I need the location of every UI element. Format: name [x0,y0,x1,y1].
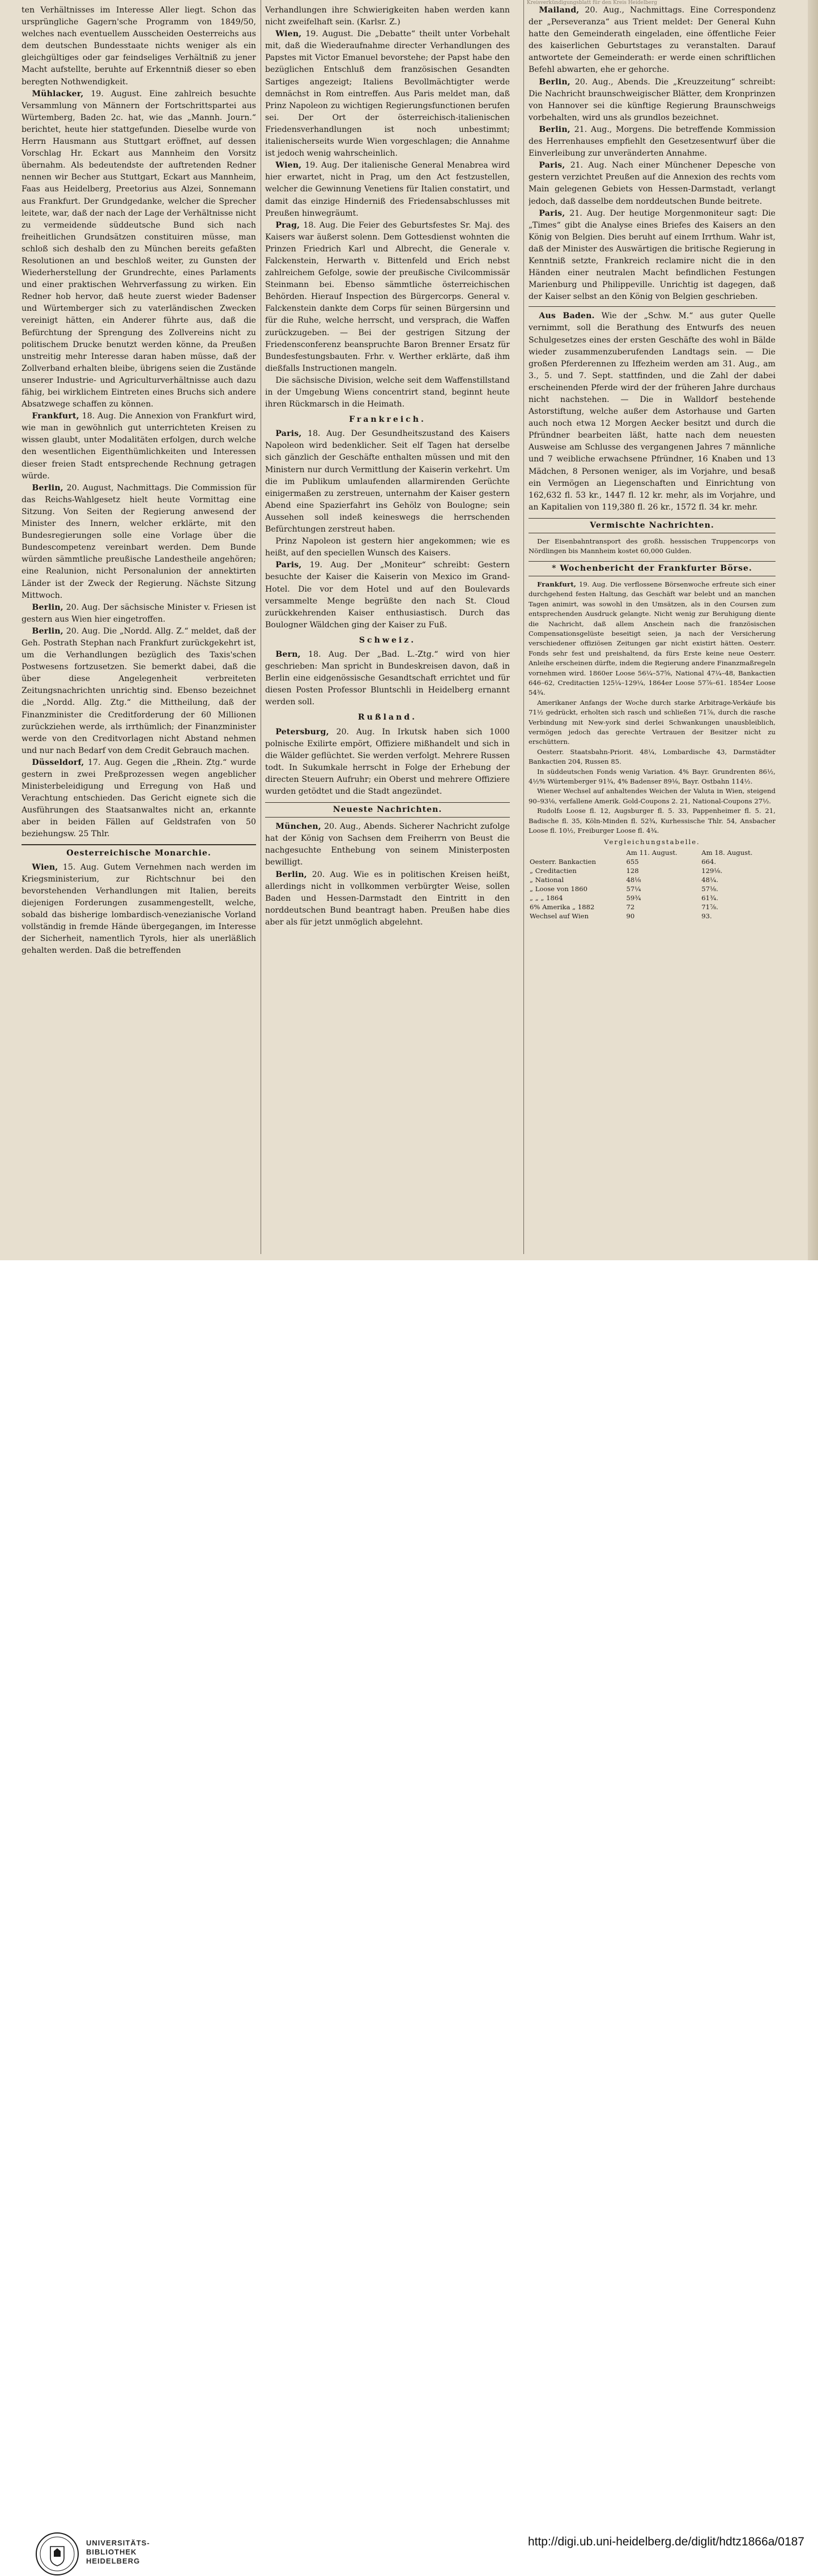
article-text: 15. Aug. Gutem Vernehmen nach werden im Kriegsministerium, zur Richtschnur bei den bevorstehenden Verhandlungen mit Italien, bereits diejenigen Forderungen zusammengestellt, welche, sobald das bisherige lombardisch-venezianische Vorland vollständig in fremde Hände übergegangen, im Interesse der Sicherheit, namentlich Tyrols, hier als unerläßlich gehalten werden. Daß die betreffenden [22,862,256,956]
dateline: Mailand, [539,6,580,15]
table-cell: 48⅛ [626,875,641,884]
section-heading-boersenbericht: * Wochenbericht der Frankfurter Börse. [529,561,776,576]
section-heading-schweiz: Schweiz. [359,635,416,645]
dateline: Petersburg, [275,727,329,737]
library-name-line: HEIDELBERG [86,2557,140,2565]
viewer-footer [0,1260,818,2565]
article-paris-2 [265,559,510,631]
article-paris-4 [529,208,776,303]
article-wien-3 [265,160,510,219]
article-text: 19. August. Eine zahlreich besuchte Versammlung von Männern der Fortschrittspartei aus Würtemberg, Baden 2c. hat, wie das „Mannh. Journ.“ berichtet, heute hier stattgefunden. Dieselbe wurde von Herrn Hausmann aus Stuttgart eröffnet, auf dessen Vorschlag Hr. Eckart aus Mannheim den Vorsitz übernahm. Als bedeutendste der auftretenden Redner nennen wir Becher aus Stuttgart, Eckart aus Mannheim, Faas aus Heidelberg, Preetorius aus Alzei, Sonnemann aus Frankfurt. Der Grundgedanke, welcher die Sprecher leitete, war, daß der nach der Lage der Verhältnisse nicht zu vermeidende süddeutsche Bund sich nach freiheitlichen Grundsätzen constituiren müsse, man schloß sich deshalb den zu München bereits gefaßten Resolutionen an und beschloß weiter, zu Gunsten der Wiederherstellung der Grundrechte, eines Parlaments und einer praktischen Wehrverfassung zu wirken. Ein Redner hob hervor, daß heute zuerst wieder Badenser und Würtemberger sich zu vaterländischen Zwecken vereinigt hätten, ein Anderer führte aus, daß die Befürchtung der Sprengung des Zollvereins nicht zu politischem Drucke benutzt werden könne, da Preußen unstreitig mehr Interesse daran haben müsse, daß der Zollverband erhalten bleibe, übrigens seien die Zustände unserer Industrie- und Agriculturverhältnisse auch dazu fähig, bei wirklichem Eintreten eines Bruchs sich andere Absatzwege schaffen zu können. [22,89,256,409]
table-cell: 57⅛. [701,884,718,893]
article-text: 18. Aug. Die Annexion von Frankfurt wird, wie man in gewöhnlich gut unterrichteten Kreisen zu wissen glaubt, unter Modalitäten erfolgen, durch welche den wesentlichen Eigenthümlichkeiten und Interessen dieser freien Stadt entsprechende Rechnung getragen würde. [22,412,256,481]
dateline: Aus Baden. [539,311,595,321]
table-cell: 72 [626,902,635,911]
article-muenchen [265,821,510,868]
dateline: Prag, [275,220,300,230]
article-text: 19. August. Die „Debatte“ theilt unter Vorbehalt mit, daß die Wiederaufnahme directer Verhandlungen des Papstes mit Victor Emanuel bevorstehe; der Papst habe den bezüglichen Entschluß dem französischen Gesandten Sartiges angezeigt; Italiens Bevollmächtigter werde demnächst in Rom eintreffen. Aus Paris meldet man, daß Prinz Napoleon zu wichtigen Regierungsfunctionen berufen sei. Der Ort der österreichisch-italienischen Friedensverhandlungen ist noch unbestimmt; italienischerseits wurde Wien vorgeschlagen; die Annahme ist jedoch wenig wahrscheinlich. [265,29,510,159]
dateline: Berlin, [275,870,307,879]
article-berlin-5 [529,76,776,124]
dateline: Paris, [275,560,302,570]
article-text: 18. Aug. Die Feier des Geburtsfestes Sr. Maj. des Kaisers war äußerst solenn. Dem Gottesdienst wohnten die Prinzen Friedrich Karl und Albrecht, die Generale v. Falckenstein, Herwarth v. Bittenfeld und Erich nebst zahlreichem Gefolge, sowie der preußische Civilcommissär Steinmann bei. Ebenso sämmtliche österreichischen Behörden. Hierauf Inspection des Bürgercorps. General v. Falckenstein dankte dem Corps für seinen Bürgersinn und für die Ruhe, welche herrscht, und versprach, die Waffen zurückzugeben. — Bei der gestrigen Sitzung der Friedensconferenz beanspruchte Baron Brenner Ersatz für Bundesfestungsbauten. Frhr. v. Werther erklärte, daß ihm dießfalls Instructionen mangeln. [265,220,510,373]
article-petersburg [265,726,510,798]
article-text: 18. Aug. Der Gesundheitszustand des Kaisers Napoleon wird bedenklicher. Seit elf Tagen hat derselbe sich gänzlich der Geschäfte enthalten müssen und mit den Ministern nur durch Vermittlung der Kaiserin verkehrt. Um die im Publikum umlaufenden allarmirenden Gerüchte einigermaßen zu zerstreuen, unternahm der Kaiser gestern Abend eine Spazierfahrt ins Gehölz von Boulogne; sein Aussehen soll indeß keineswegs die herrschenden Befürchtungen zerstreut haben. [265,429,510,534]
article-berlin-2 [22,602,256,626]
article-paragraph: Amerikaner Anfangs der Woche durch starke Arbitrage-Verkäufe bis 71½ gedrückt, erholten sich rasch und schließen 71⅞, durch die rasche Verbindung mit New-york sind derlei Schwankungen unausbleiblich, vermögen jedoch das gerechte Vertrauen der Besitzer nicht zu erschüttern. [529,698,776,746]
table-cell: 93. [701,912,712,920]
article-aus-baden [529,310,776,514]
article-duesseldorf [22,757,256,841]
table-cell: 61¾. [701,893,718,902]
table-cell: 129⅛. [701,866,723,875]
article-prag [265,220,510,375]
article-berlin-1 [22,482,256,602]
source-url-link[interactable]: http://digi.ub.uni-heidelberg.de/diglit/hdtz1866a/0187 [527,2535,804,2548]
table-cell: 59¾ [626,893,641,902]
article-text: 18. Aug. Der „Bad. L.-Ztg.“ wird von hier geschrieben: Man spricht in Bundeskreisen davon, daß in Berlin eine eidgenössische Gesandtschaft errichtet und für diesen Posten Professor Bluntschli in Heidelberg ernannt werden soll. [265,649,510,707]
table-header-row [529,848,776,857]
table-cell: 6% Amerika „ 1882 [530,902,595,911]
divider [529,306,776,307]
article-text: 19. Aug. Der „Moniteur“ schreibt: Gestern besuchte der Kaiser die Kaiserin von Mexico im Grand-Hotel. Die vor dem Hotel und auf den Boulevards versammelte Menge begrüßte den nach St. Cloud zurückkehrenden Kaiser enthusiastisch. Durch das Boulogner Wäldchen ging der Kaiser zu Fuß. [265,560,510,630]
table-header-cell: Am 11. August. [626,848,678,857]
table-cell: „ Creditactien [530,866,577,875]
university-seal-icon [35,2532,79,2576]
table-header-cell [529,848,625,857]
article-text: 20. Aug. In Irkutsk haben sich 1000 polnische Exilirte empört, Offiziere mißhandelt und sich in die Wälder geflüchtet. Sie werden verfolgt. Mehrere Russen todt. In Sukumkale herrscht in Folge der Erhebung der directen Steuern Aufruhr; ein Oberst und mehrere Offiziere wurden getödtet und die Stadt angezündet. [265,727,510,796]
column-right [529,5,776,1253]
dateline: Düsseldorf, [32,758,84,767]
dateline: Berlin, [32,602,63,612]
dateline: Bern, [275,649,301,659]
table-row [529,884,776,893]
dateline: Frankfurt, [32,412,79,421]
dateline: Wien, [275,161,302,170]
library-name-line: UNIVERSITÄTS- [86,2539,150,2547]
article-wien-2 [265,28,510,160]
article-paragraph: ten Verhältnisses im Interesse Aller liegt. Schon das ursprüngliche Gagern'sche Programm von 1849/50, welches nach eventuellem Ausscheiden Oesterreichs aus dem deutschen Bundesstaate nichts weniger als ein gleichgültiges oder gar feindseliges Verhältniß zu jener Macht aufstellte, beruhte auf Erkenntniß dieser so eben beregten Nothwendigkeit. [22,6,256,87]
table-title: Vergleichungstabelle. [604,837,700,846]
dateline: Berlin, [539,125,570,134]
dateline: Berlin, [32,483,63,493]
dateline: Paris, [539,161,565,170]
dateline: München, [275,822,321,832]
table-row [529,875,776,884]
section-heading-vermischte-nachrichten: Vermischte Nachrichten. [529,518,776,533]
comparison-table [529,848,776,921]
table-row [529,912,776,921]
article-paragraph: Der Eisenbahntransport des großh. hessischen Truppencorps von Nördlingen bis Mannheim kostet 60,000 Gulden. [529,537,776,555]
article-text: 20. Aug., Nachmittags. Eine Correspondenz der „Perseveranza“ aus Trient meldet: Der General Kuhn hatte den Gemeinderath eingeladen, eine öffentliche Feier des kaiserlichen Geburtstages zu veranstalten. Darauf antwortete der Gemeinderath: er werde einen schriftlichen Befehl abwarten, ehe er gehorche. [529,6,776,75]
article-muehlacker [22,88,256,411]
dateline: Berlin, [32,626,63,636]
article-text: 21. Aug. Der heutige Morgenmoniteur sagt: Die „Times“ gibt die Analyse eines Briefes des Kaisers an den König von Belgien. Dies beruht auf einem Irrthum. Wahr ist, daß der Minister des Auswärtigen die britische Regierung in Kenntniß setzte, Frankreich reclamire nicht die in den Händen einer neutralen Macht befindlichen Festungen Marienburg und Philippeville. Unrichtig ist dagegen, daß der Kaiser selbst an den König von Belgien geschrieben. [529,208,776,302]
scanned-newspaper-page [0,0,818,1260]
article-text: 20. Aug., Abends. Die „Kreuzzeitung“ schreibt: Die Nachricht braunschweigischer Blätter, dem Kronprinzen von Hannover sei die künftige Regierung Braunschweigs vorbehalten, wird uns als grundlos bezeichnet. [529,77,776,122]
dateline: Wien, [32,862,58,872]
article-text: 21. Aug. Nach einer Münchener Depesche von gestern verzichtet Preußen auf die Annexion des rechts vom Main gelegenen Gebiets von Hessen-Darmstadt, verlangt jedoch, daß dasselbe dem norddeutschen Bunde beitrete. [529,161,776,206]
page-edge [808,0,818,1260]
article-paragraph: Oesterr. Staatsbahn-Priorit. 48¼, Lombardische 43, Darmstädter Bankactien 204, Russen 85. [529,747,776,766]
article-berlin-6 [529,124,776,160]
article-frankfurt [22,410,256,482]
table-row [529,902,776,912]
article-text: 21. Aug., Morgens. Die betreffende Kommission des Herrenhauses empfiehlt den Gesetzesentwurf über die Einverleibung zur unveränderten Annahme. [529,125,776,159]
article-paragraph: Prinz Napoleon ist gestern hier angekommen; wie es heißt, auf den speciellen Wunsch des Kaisers. [265,537,510,558]
article-text: 19. Aug. Der italienische General Menabrea wird hier erwartet, nicht in Prag, um den Act festzustellen, welcher die Gewinnung Venetiens für Italien constatirt, und damit das einzige Hinderniß des Friedensabschlusses mit Preußen hinwegräumt. [265,161,510,218]
dateline: Berlin, [539,77,570,87]
table-cell: „ Loose von 1860 [530,884,588,893]
article-paragraph: Rudolfs Loose fl. 12, Augsburger fl. 5. 33, Pappenheimer fl. 5. 21, Badische fl. 35, Köln-Minden fl. 52¾, Kurhessische Thlr. 54, Ansbacher Loose fl. 10½, Freiburger Loose fl. 4¾. [529,807,776,835]
column-middle [265,5,510,1253]
article-berlin-3 [22,626,256,757]
table-cell: Oesterr. Bankactien [530,857,597,866]
dateline: Mühlacker, [32,89,84,99]
table-cell: 128 [626,866,639,875]
library-name-line: BIBLIOTHEK [86,2548,137,2556]
table-cell: „ National [530,875,564,884]
article-paragraph: Die sächsische Division, welche seit dem Waffenstillstand in der Umgebung Wiens concentrirt stand, beginnt heute ihren Rückmarsch in die Heimath. [265,375,510,409]
article-text: 17. Aug. Gegen die „Rhein. Ztg.“ wurde gestern in zwei Preßprozessen wegen angeblicher Ministerbeleidigung und Erregung von Haß und Verachtung entschieden. Das Gericht eignete sich die Ausführungen des Staatsanwaltes nicht an, erkannte aber in beiden Fällen auf Geldstrafen von 50 beziehungsw. 25 Thlr. [22,758,256,839]
table-cell: 90 [626,912,635,920]
article-mailand [529,5,776,76]
table-cell: Wechsel auf Wien [530,912,589,920]
article-paris-1 [265,428,510,536]
article-text: 20. Aug. Wie es in politischen Kreisen heißt, allerdings nicht in vollkommen verbürgter Weise, sollen Baden und Hessen-Darmstadt den Eintritt in den norddeutschen Bund beantragt haben. Preußen habe dies aber als für jetzt unmöglich abgelehnt. [265,870,510,927]
article-berlin-4 [265,869,510,928]
article-text: 19. Aug. Die verflossene Börsenwoche erfreute sich einer durchgehend festen Haltung, das Geschäft war belebt und an manchen Tagen animirt, was sowohl in den Umsätzen, als in den Coursen zum entsprechenden Ausdruck gelangte. Nicht wenig zur Beruhigung diente die Nachricht, daß allem Anschein nach die französischen Compensationsgelüste beseitigt seien, ja nach der Versicherung verschiedener offiziösen Zeitungen gar nicht existirt hätten. Oesterr. Fonds sehr fest und preishaltend, da fürs Erste keine neue Oesterr. Anleihe erscheinen dürfte, indem die Regierung andere Finanzmaßregeln vornehmen wird. 1860er Loose 56¼–57⅝, National 47¼–48, Bankactien 646–62, Creditactien 125¼–129¼, 1864er Loose 57⅞–61. 1854er Loose 54¾. [529,580,776,697]
dateline: Paris, [275,429,302,439]
article-wien-1 [22,862,256,957]
table-row [529,866,776,875]
section-heading-russland: Rußland. [357,713,417,722]
table-cell: „ „ „ 1864 [530,893,563,902]
article-text: Wie der „Schw. M.“ aus guter Quelle vernimmt, soll die Berathung des Entwurfs des neuen Schulgesetzes eines der ersten Geschäfte des wohl in Bälde wieder zusammenzuberufenden Landtags sein. — Die großen Pferderennen zu Iffezheim werden am 31. Aug., am 3., 5. und 7. Sept. stattfinden, und die Zahl der dabei erscheinenden Pferde wird der der früheren Jahre durchaus nicht nachstehen. — Die in Walldorf bestehende Astorstiftung, welche außer dem Astorhause und Garten auch noch etwa 12 Morgen Aecker besitzt und durch die Pfründner bearbeiten läßt, hatte nach dem neuesten Ausweise am Schlusse des vergangenen Jahres 7 männliche und 7 weibliche erwachsene Pfründner, 16 Knaben und 13 Mädchen, 8 Personen weniger, als im Vorjahre, und besaß ein Vermögen an Liegenschaften und Einrichtung von 162,632 fl. 53 kr., 1447 fl. 12 kr. mehr, als im Vorjahre, und an Kapitalien von 119,380 fl. 26 kr., 1572 fl. 34 kr. mehr. [529,311,776,512]
table-cell: 48¼. [701,875,718,884]
dateline: Frankfurt, [537,580,577,588]
article-text: 20. August, Nachmittags. Die Commission für das Reichs-Wahlgesetz hielt heute Vormittag eine Sitzung. Von Seiten der Regierung anwesend der Minister des Innern, welcher erklärte, mit den Bundesregierungen solle eine Vorlage über die Bundescompetenz vereinbart werden. Dem Bunde würden sämmtliche preußische Landestheile angehören; eine Realunion, nicht Personalunion der annektirten Länder ist der Zweck der Regierung. Nächste Sitzung Mittwoch. [22,483,256,600]
article-text: 20. Aug. Die „Nordd. Allg. Z.“ meldet, daß der Geh. Postrath Stephan nach Frankfurt zurückgekehrt ist, um die Verhandlungen bezüglich des Taxis'schen Postwesens fortzusetzen. Sie bemerkt dabei, daß die über diese Angelegenheit verbreiteten Zeitungsnachrichten unrichtig sind. Ebenso bezeichnet die „Nordd. Allg. Ztg.“ die Mittheilung, daß der Finanzminister die Creditforderung der 60 Millionen zurückziehen werde, als irrthümlich; der Finanzminister werde von den Creditvorlagen nicht Abstand nehmen und nur nach Bedarf von dem Credit Gebrauch machen. [22,626,256,755]
table-header-cell: Am 18. August. [701,848,753,857]
library-logo-text [86,2539,150,2566]
table-row [529,893,776,902]
table-cell: 664. [701,857,717,866]
section-heading-neueste-nachrichten: Neueste Nachrichten. [265,802,510,818]
article-paragraph: Wiener Wechsel auf anhaltendes Weichen der Valuta in Wien, steigend 90–93⅛, verfallene Amerik. Gold-Coupons 2. 21, National-Coupons 27½. [529,787,776,805]
section-heading-oesterreich: Oesterreichische Monarchie. [22,844,256,859]
table-cell: 71⅞. [701,902,718,911]
article-paragraph: Verhandlungen ihre Schwierigkeiten haben werden kann nicht zweifelhaft sein. (Karlsr. Z.) [265,6,510,27]
article-text: 20. Aug., Abends. Sicherer Nachricht zufolge hat der König von Sachsen dem Freiherrn von Beust die nachgesuchte Enthebung von seinem Ministerposten bewilligt. [265,822,510,867]
dateline: Wien, [275,29,302,39]
article-frankfurt-boerse [529,580,776,698]
article-text: 20. Aug. Der sächsische Minister v. Friesen ist gestern aus Wien hier eingetroffen. [22,602,256,624]
article-bern [265,649,510,708]
article-paris-3 [529,160,776,207]
header-strip: Kreisverkündigungsblatt für den Kreis Heidelberg [527,0,657,6]
table-cell: 57¼ [626,884,641,893]
article-paragraph: In süddeutschen Fonds wenig Variation. 4% Bayr. Grundrenten 86½, 4½% Würtemberger 91¾, 4% Badenser 89⅛, Bayr. Ostbahn 114½. [529,767,776,786]
section-heading-frankreich: Frankreich. [349,415,426,425]
column-rule-right [523,0,524,1254]
column-left [22,5,256,1253]
table-row [529,857,776,866]
dateline: Paris, [539,208,565,218]
table-cell: 655 [626,857,639,866]
